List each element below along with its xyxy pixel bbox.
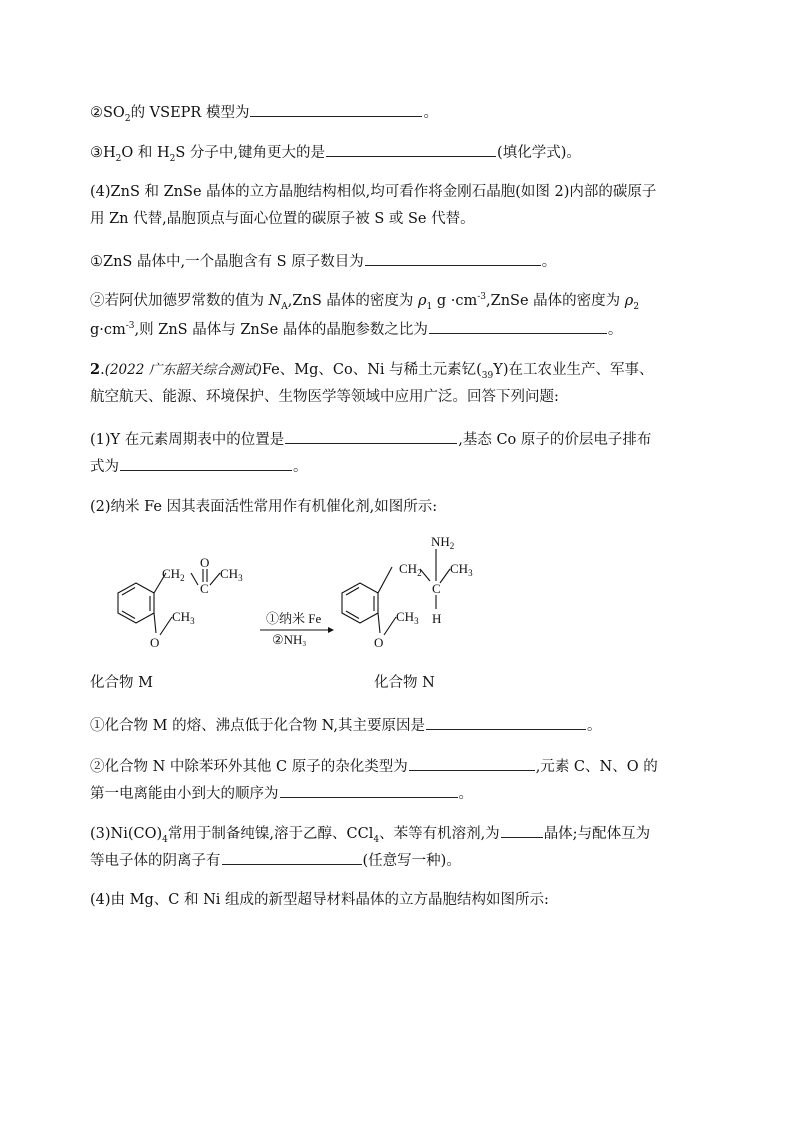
answer-blank[interactable]	[409, 755, 535, 771]
o-label-carbonyl: O	[200, 555, 210, 570]
och3-label-m: $CH_3$	[172, 609, 195, 626]
ch2-label-m: $CH_2$	[162, 566, 185, 583]
ch3-label-m: $CH_3$	[220, 566, 243, 583]
q1-part4-item2-line2: $g\cdot cm^{-3}$,则 ZnS 晶体与 ZnSe 晶体的晶胞参数之比为 。	[90, 318, 622, 340]
q2-p2-item2-line2: 第一电离能由小到大的顺序为 。	[90, 782, 473, 804]
answer-blank[interactable]	[501, 822, 543, 838]
q1-part4-line2: 用 Zn 代替,晶胞顶点与面心位置的碳原子被 S 或 Se 代替。	[90, 211, 475, 227]
o-label-n: O	[374, 635, 384, 650]
q1-item3-line: $③H_2O$ 和 $H_2S$ 分子中,键角更大的是 (填化学式)。	[90, 141, 581, 163]
q2-p2-line: (2)纳米 Fe 因其表面活性常用作有机催化剂,如图所示:	[90, 499, 438, 515]
q2-p1-line2: 式为 。	[90, 455, 308, 477]
answer-blank[interactable]	[222, 849, 362, 865]
ch2-label-n: $CH_2$	[399, 561, 422, 578]
answer-blank[interactable]	[429, 318, 607, 334]
och3-label-n: $CH_3$	[396, 609, 419, 626]
arrow-condition-bottom: ②NH3	[272, 632, 306, 648]
q2-intro-line1: 2.(2022 广东韶关综合测试)Fe、Mg、Co、Ni 与稀土元素钇$(_{39}Y)$在工农业生产、军事、	[90, 361, 654, 381]
o-label-m: O	[150, 635, 160, 650]
answer-blank[interactable]	[426, 714, 586, 730]
caption-compound-m: 化合物 M	[90, 675, 153, 691]
question-number: 2	[90, 361, 101, 378]
answer-blank[interactable]	[365, 250, 541, 266]
h-label-n: H	[432, 611, 442, 626]
q2-p3-line2: 等电子体的阴离子有 (任意写一种)。	[90, 849, 461, 871]
arrow-condition-top: ①纳米 Fe	[266, 611, 322, 626]
question-source: (2022 广东韶关综合测试)	[104, 362, 262, 378]
q2-p2-item1: ①化合物 M 的熔、沸点低于化合物 N,其主要原因是 。	[90, 714, 602, 736]
q2-p3-line1: $(3)Ni(CO)_4$常用于制备纯镍,溶于乙醇、CCl$_4$、苯等有机溶剂,为 晶体;与配体互为	[90, 822, 650, 844]
c-label-n: C	[432, 581, 441, 596]
q1-part4-item1: ①ZnS 晶体中,一个晶胞含有 S 原子数目为 。	[90, 250, 556, 272]
answer-blank[interactable]	[326, 141, 496, 157]
answer-blank[interactable]	[120, 455, 292, 471]
q2-p1-line1: (1)Y 在元素周期表中的位置是 ,基态 Co 原子的价层电子排布	[90, 428, 651, 450]
answer-blank[interactable]	[250, 101, 422, 117]
answer-blank[interactable]	[280, 782, 458, 798]
q1-part4-line1: (4)ZnS 和 ZnSe 晶体的立方晶胞结构相似,均可看作将金刚石晶胞(如图 2)内部的碳原子	[90, 184, 657, 200]
c-label-m: C	[200, 581, 209, 596]
nh2-label-n: $NH_2$	[431, 534, 455, 551]
q2-p2-item2-line1: ②化合物 N 中除苯环外其他 C 原子的杂化类型为 ,元素 C、N、O 的	[90, 755, 658, 777]
q2-intro-line2: 航空航天、能源、环境保护、生物医学等领域中应用广泛。回答下列问题:	[90, 389, 559, 405]
q2-p4-line: (4)由 Mg、C 和 Ni 组成的新型超导材料晶体的立方晶胞结构如图所示:	[90, 892, 549, 908]
ch3-label-n: $CH_3$	[450, 561, 473, 578]
q1-item2-line: $②SO_2$的 VSEPR 模型为 。	[90, 101, 438, 123]
caption-compound-n: 化合物 N	[374, 675, 435, 691]
answer-blank[interactable]	[285, 428, 457, 444]
reaction-scheme	[90, 534, 490, 655]
q1-part4-item2-line1: ②若阿伏加德罗常数的值为 $N_A,ZnS$ 晶体的密度为 $\rho_1$ $g \cdot cm^{-3},ZnSe$ 晶体的密度为 $\rho_2$	[90, 292, 640, 312]
